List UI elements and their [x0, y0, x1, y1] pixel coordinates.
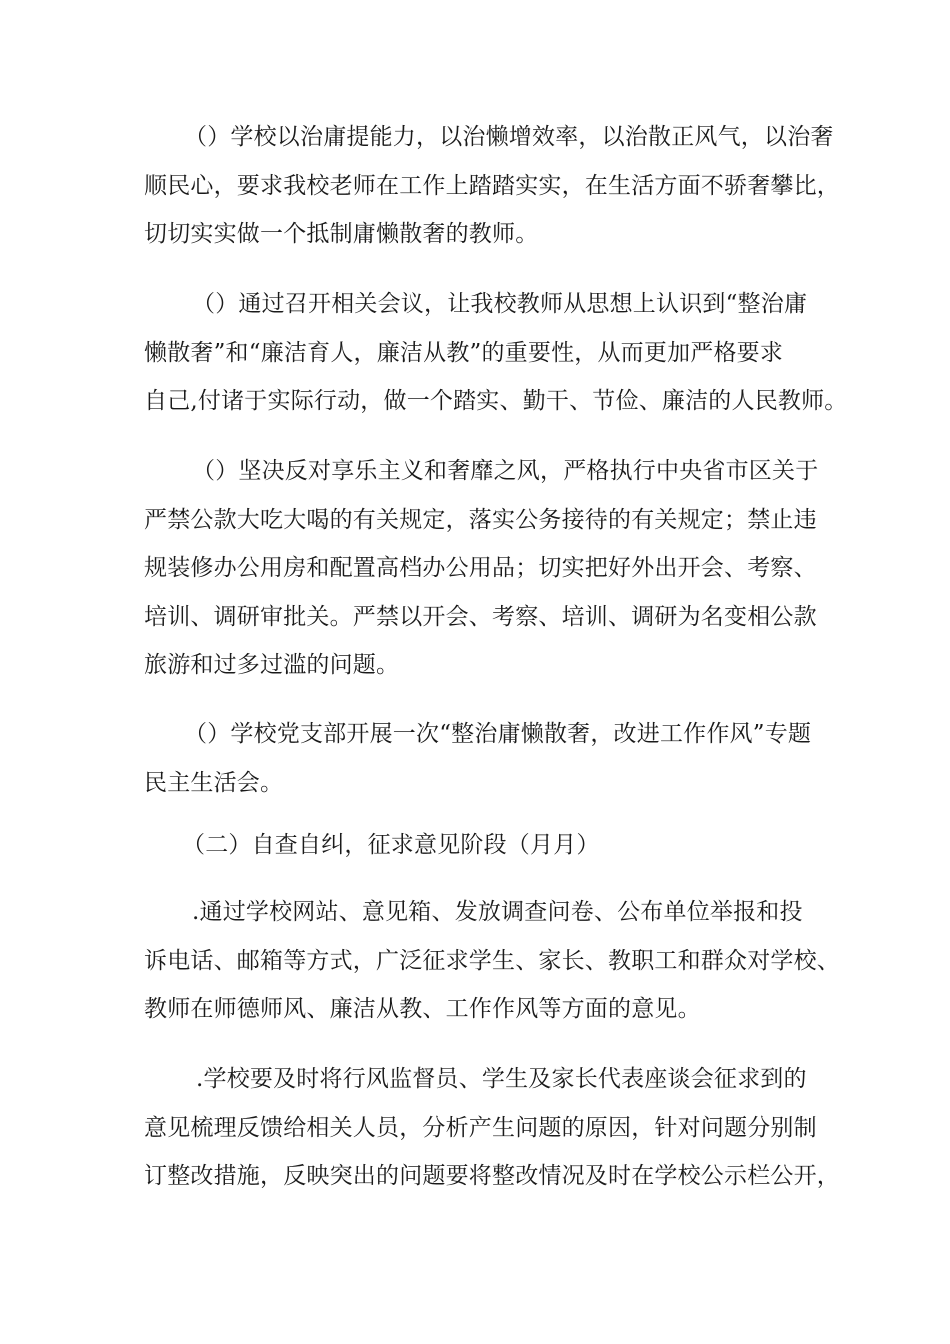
paragraph-line: 顺民心，要求我校老师在工作上踏踏实实，在生活方面不骄奢攀比，	[144, 172, 840, 199]
paragraph-line: 意见梳理反馈给相关人员，分析产生问题的原因，针对问题分别制	[144, 1114, 817, 1141]
paragraph-5	[144, 888, 840, 1034]
paragraph-line: （）学校党支部开展一次“整治庸懒散奢，改进工作作风”专题	[184, 721, 812, 747]
paragraph-line: .学校要及时将行风监督员、学生及家长代表座谈会征求到的	[196, 1066, 807, 1092]
paragraph-6	[144, 1055, 840, 1201]
paragraph-line: 订整改措施，反映突出的问题要将整改情况及时在学校公示栏公开，	[144, 1163, 840, 1189]
paragraph-3	[144, 447, 834, 690]
paragraph-line: .通过学校网站、意见箱、发放调查问卷、公布单位举报和投	[192, 899, 803, 925]
paragraph-line: （）学校以治庸提能力，以治懒增效率，以治散正风气，以治奢	[184, 124, 834, 150]
paragraph-4	[144, 710, 834, 807]
paragraph-line: （）通过召开相关会议，让我校教师从思想上认识到“整治庸	[192, 291, 808, 317]
paragraph-line: 教师在师德师风、廉洁从教、工作作风等方面的意见。	[144, 996, 701, 1022]
paragraph-line: 规装修办公用房和配置高档办公用品；切实把好外出开会、考察、	[144, 555, 817, 581]
paragraph-1	[144, 113, 840, 259]
heading-line: （二）自查自纠，征求意见阶段（月月）	[182, 832, 600, 858]
paragraph-line: 切切实实做一个抵制庸懒散奢的教师。	[144, 221, 539, 247]
paragraph-2	[144, 280, 848, 426]
paragraph-line: （）坚决反对享乐主义和奢靡之风，严格执行中央省市区关于	[192, 458, 819, 484]
paragraph-line: 懒散奢”和“廉洁育人，廉洁从教”的重要性，从而更加严格要求	[144, 339, 784, 366]
paragraph-line: 旅游和过多过滥的问题。	[144, 652, 400, 678]
section-heading	[144, 821, 834, 870]
paragraph-line: 严禁公款大吃大喝的有关规定，落实公务接待的有关规定；禁止违	[144, 506, 817, 533]
paragraph-line: 自己,付诸于实际行动，做一个踏实、勤干、节俭、廉洁的人民教师。	[144, 388, 848, 414]
paragraph-line: 诉电话、邮箱等方式，广泛征求学生、家长、教职工和群众对学校、	[144, 947, 840, 974]
paragraph-line: 培训、调研审批关。严禁以开会、考察、培训、调研为名变相公款	[144, 603, 817, 630]
paragraph-line: 民主生活会。	[144, 769, 284, 796]
